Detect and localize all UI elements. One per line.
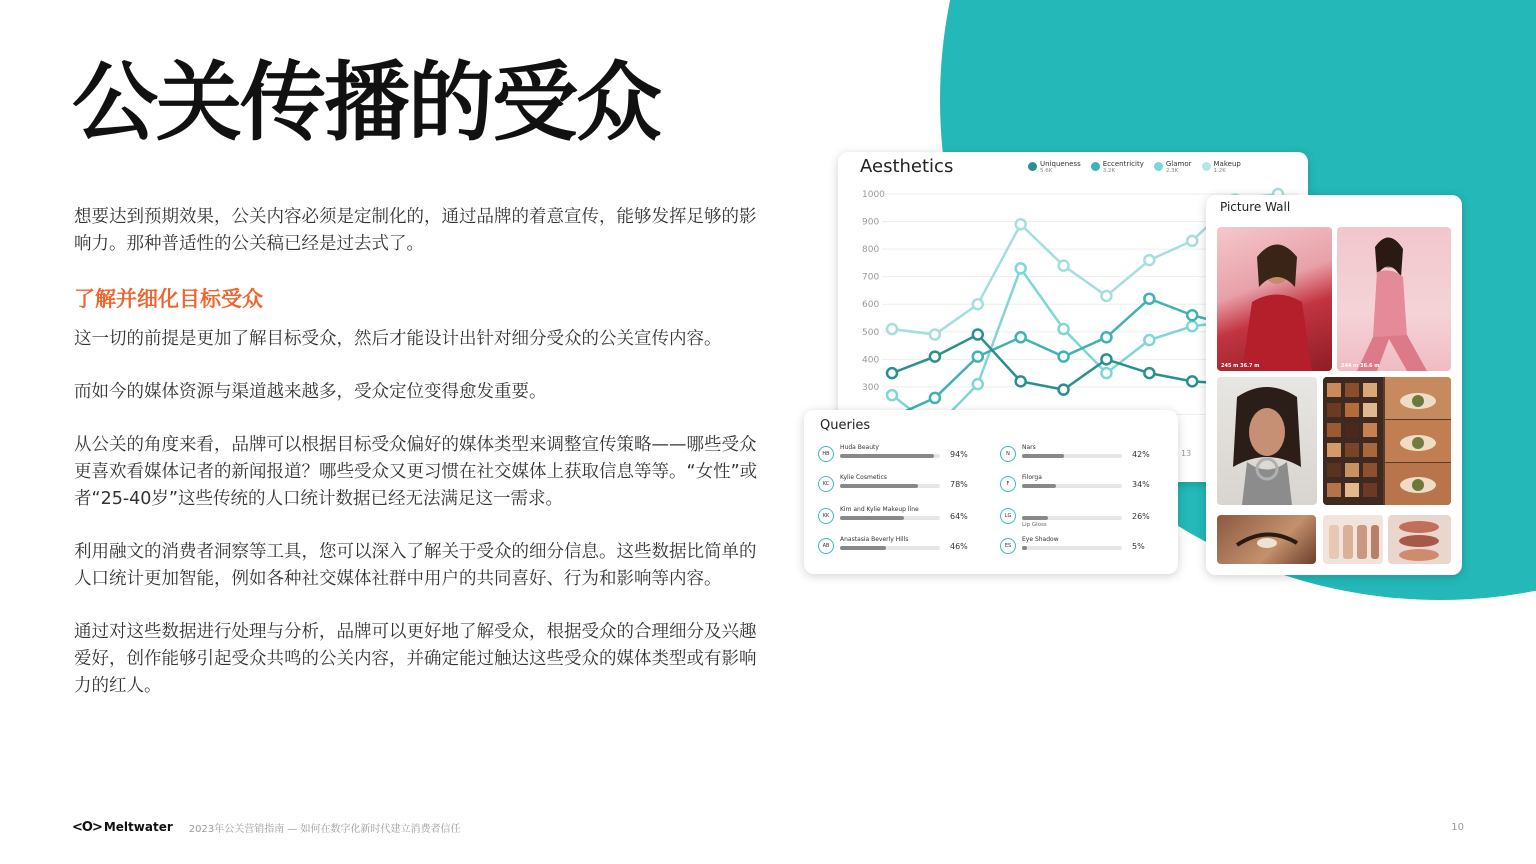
queries-title: Queries	[820, 418, 871, 433]
query-badge: F	[1000, 476, 1016, 492]
picture-wall-card	[1206, 195, 1462, 575]
query-badge: ES	[1000, 538, 1016, 554]
lip-swatches-illustration	[1388, 515, 1451, 564]
photo-stats: 244 m 36.6 m	[1341, 363, 1380, 369]
paragraph-insights: 利用融文的消费者洞察等工具，您可以深入了解关于受众的细分信息。这些数据比简单的人口统计更加智能，例如各种社交媒体社群中用户的共同喜好、行为和影响等内容。	[74, 542, 757, 589]
y-tick-label: 400	[862, 355, 880, 366]
data-point-glamor[interactable]	[1187, 321, 1197, 331]
portrait-illustration	[1217, 377, 1317, 505]
data-point-uniqueness[interactable]	[1144, 368, 1154, 378]
data-point-glamor[interactable]	[1059, 324, 1069, 334]
data-point-eccentricity[interactable]	[1144, 294, 1154, 304]
data-point-eccentricity[interactable]	[973, 352, 983, 362]
query-name: Anastasia Beverly Hills	[840, 536, 909, 543]
y-tick-label: 300	[862, 382, 880, 393]
portrait-illustration	[1337, 227, 1451, 371]
query-bar-fill	[1022, 516, 1048, 520]
query-bar-track	[840, 484, 940, 488]
portrait-illustration	[1217, 227, 1332, 371]
query-row[interactable]	[818, 474, 982, 492]
y-tick-label: 1000	[862, 190, 885, 200]
query-row[interactable]	[818, 536, 982, 554]
query-bar-fill	[1022, 546, 1027, 550]
logo-mark: <O>	[72, 819, 102, 835]
logo-text: Meltwater	[103, 820, 173, 834]
y-tick-label: 700	[862, 272, 880, 283]
query-name: Filorga	[1022, 474, 1042, 481]
legend-value: 2.3K	[1165, 168, 1179, 174]
data-point-makeup[interactable]	[1059, 261, 1069, 271]
data-point-eccentricity[interactable]	[930, 393, 940, 403]
query-badge: KC	[818, 476, 834, 492]
data-point-uniqueness[interactable]	[1016, 376, 1026, 386]
data-point-eccentricity[interactable]	[1101, 332, 1111, 342]
query-row[interactable]	[1000, 506, 1164, 528]
photo-tile[interactable]	[1217, 227, 1332, 371]
legend-value: 5.6K	[1040, 168, 1053, 174]
legend-name: Glamor	[1165, 160, 1192, 168]
footer-caption: 2023年公关营销指南 — 如何在数字化新时代建立消费者信任	[188, 823, 461, 835]
page-number: 10	[1451, 821, 1464, 833]
query-bar-track	[1022, 516, 1122, 520]
data-point-glamor[interactable]	[1016, 263, 1026, 273]
query-name: Kim and Kylie Makeup line	[840, 506, 919, 513]
query-bar-track	[1022, 454, 1122, 458]
photo-tile[interactable]	[1217, 377, 1317, 505]
query-bar-track	[840, 454, 940, 458]
eyeshadow-palette-illustration	[1323, 377, 1451, 505]
query-name: Nars	[1022, 444, 1036, 451]
query-name: Kylie Cosmetics	[840, 474, 887, 481]
data-point-makeup[interactable]	[973, 299, 983, 309]
query-bar-fill	[840, 484, 918, 488]
paragraph-premise: 这一切的前提是更加了解目标受众，然后才能设计出针对细分受众的公关宣传内容。	[74, 329, 722, 349]
query-percent: 78%	[950, 480, 968, 489]
paragraph-analysis: 通过对这些数据进行处理与分析，品牌可以更好地了解受众，根据受众的合理细分及兴趣爱好，创作能够引起受众共鸣的公关内容，并确定能过触达这些受众的媒体类型或有影响力的红人。	[74, 622, 757, 696]
query-bar-fill	[840, 516, 904, 520]
query-bar-track	[840, 546, 940, 550]
meltwater-logo	[72, 820, 173, 835]
data-point-makeup[interactable]	[1187, 236, 1197, 246]
query-badge: HB	[818, 446, 834, 462]
data-point-eccentricity[interactable]	[1016, 332, 1026, 342]
data-point-uniqueness[interactable]	[973, 330, 983, 340]
query-bar-track	[1022, 546, 1122, 550]
data-point-uniqueness[interactable]	[1059, 385, 1069, 395]
query-name: Huda Beauty	[840, 444, 879, 451]
data-point-makeup[interactable]	[1144, 255, 1154, 265]
legend-value: 3.2K	[1102, 168, 1116, 174]
query-row[interactable]	[1000, 474, 1164, 492]
photo-tile[interactable]	[1323, 515, 1383, 564]
data-point-makeup[interactable]	[1101, 291, 1111, 301]
query-bar-track	[840, 516, 940, 520]
query-name: Eye Shadow	[1022, 536, 1059, 543]
query-badge: N	[1000, 446, 1016, 462]
data-point-glamor[interactable]	[887, 390, 897, 400]
query-row[interactable]	[818, 506, 982, 524]
legend-name: Eccentricity	[1102, 160, 1144, 168]
paragraph-media: 而如今的媒体资源与渠道越来越多，受众定位变得愈发重要。	[74, 382, 547, 402]
query-bar-track	[1022, 484, 1122, 488]
legend-value: 1.2K	[1213, 168, 1226, 174]
query-bar-fill	[840, 454, 934, 458]
photo-tile[interactable]	[1388, 515, 1451, 564]
query-bar-fill	[1022, 454, 1064, 458]
closeup-illustration	[1217, 515, 1316, 564]
data-point-eccentricity[interactable]	[1187, 310, 1197, 320]
page-title: 公关传播的受众	[72, 53, 660, 153]
data-point-uniqueness[interactable]	[1187, 376, 1197, 386]
query-badge: AB	[818, 538, 834, 554]
query-badge: KK	[818, 508, 834, 524]
aesthetics-title: Aesthetics	[860, 156, 954, 177]
y-tick-label: 500	[862, 327, 880, 338]
subheading: 了解并细化目标受众	[74, 287, 263, 311]
legend-name: Uniqueness	[1040, 160, 1081, 168]
x-tick-label: 13	[1181, 449, 1192, 458]
data-point-uniqueness[interactable]	[1101, 354, 1111, 364]
data-point-glamor[interactable]	[1101, 368, 1111, 378]
query-badge: LG	[1000, 508, 1016, 524]
y-tick-label: 800	[862, 245, 880, 256]
legend-name: Makeup	[1213, 160, 1241, 168]
data-point-makeup[interactable]	[1016, 219, 1026, 229]
query-bar-fill	[840, 546, 886, 550]
query-subtitle: Lip Gloss	[1022, 522, 1047, 528]
product-tubes-illustration	[1323, 515, 1383, 564]
photo-tile[interactable]	[1217, 515, 1316, 564]
photo-tile[interactable]	[1337, 227, 1451, 371]
query-percent: 34%	[1132, 480, 1150, 489]
photo-stats: 245 m 36.7 m	[1221, 363, 1260, 369]
query-percent: 42%	[1132, 450, 1150, 459]
query-row[interactable]	[1000, 444, 1164, 462]
data-point-glamor[interactable]	[973, 379, 983, 389]
footer	[72, 818, 1464, 836]
data-point-glamor[interactable]	[1144, 335, 1154, 345]
query-percent: 46%	[950, 542, 968, 551]
data-point-uniqueness[interactable]	[887, 368, 897, 378]
body-text	[74, 204, 764, 726]
query-percent: 5%	[1132, 542, 1145, 551]
data-point-makeup[interactable]	[930, 330, 940, 340]
y-tick-label: 600	[862, 300, 880, 311]
paragraph-intro: 想要达到预期效果，公关内容必须是定制化的，通过品牌的着意宣传，能够发挥足够的影响力。那种普适性的公关稿已经是过去式了。	[74, 207, 757, 254]
query-row[interactable]	[818, 444, 982, 462]
data-point-uniqueness[interactable]	[930, 352, 940, 362]
photo-tile[interactable]	[1323, 377, 1451, 505]
data-point-eccentricity[interactable]	[1059, 352, 1069, 362]
data-point-makeup[interactable]	[887, 324, 897, 334]
y-tick-label: 900	[862, 217, 880, 228]
paragraph-strategy: 从公关的角度来看，品牌可以根据目标受众偏好的媒体类型来调整宣传策略——哪些受众更喜欢看媒体记者的新闻报道？哪些受众又更习惯在社交媒体上获取信息等等。“女性”或者“25-40岁”这些传统的人口统计数据已经无法满足这一需求。	[74, 435, 758, 509]
picture-wall-title: Picture Wall	[1220, 200, 1291, 214]
query-percent: 26%	[1132, 512, 1150, 521]
query-percent: 64%	[950, 512, 968, 521]
queries-card	[804, 410, 1178, 574]
query-bar-fill	[1022, 484, 1056, 488]
query-row[interactable]	[1000, 536, 1164, 554]
query-percent: 94%	[950, 450, 968, 459]
